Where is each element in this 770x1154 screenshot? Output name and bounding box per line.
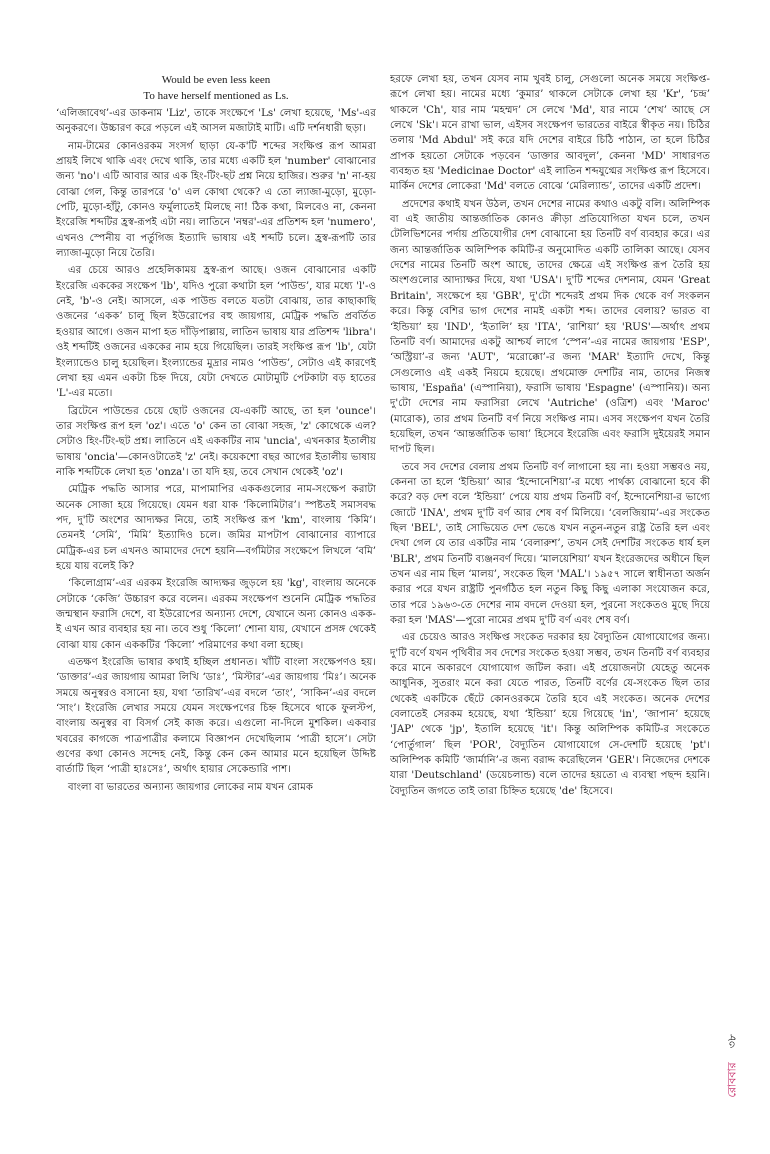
paragraph: নাম-টামের কোনওরকম সংসর্গ ছাড়া যে-ক'টি শব্দের সংক্ষিপ্ত রূপ আমরা প্রায়ই লিখে থাকি এবং দেখে থাকি, তার মধ্যে একটি হল 'number' বোঝানোর জন্য 'no'। এটি আবার আর এক হিং-টিং-ছট প্রশ্ন নিয়ে হাজির। শুরুর 'n' না-হয় বোঝা গেল, কিন্তু তারপরে 'o' এল কোথা থেকে? এ তো ল্যাজা-মুড়ো, মুড়ো-পেটি, মুড়ো-হাঁটু, কোনও ফর্মুলাতেই মিলছে না! ঠিক কথা, মিলবেও না, কেননা ইংরেজি শব্দটির হ্রস্ব-রূপই এটা নয়। লাতিনে 'নম্বর'-এর প্রতিশব্দ হল 'numero', এখনও স্পেনীয় বা পর্তুগিজ ইত্যাদি ভাষায় এই শব্দটি চলে। হ্রস্ব-রূপটি তার ল্যাজা-মুড়ো নিয়ে তৈরি। <box>56 140 376 260</box>
paragraph: এর চেয়েও আরও সংক্ষিপ্ত সংকেত দরকার হয় বৈদ্যুতিন যোগাযোগের জন্য। দু'টি বর্ণে যখন পৃথিবীর সব দেশের সংকেত হওয়া সম্ভব, তখন তিনটি বর্ণ ব্যবহার করে মানে অকারণে যোগাযোগ জটিল করা। এই প্রয়োজনটা যেহেতু অনেক আধুনিক, সুতরাং মনে করা যেতে পারত, তিনটি বর্ণের যে-সংকেত ছিল তার থেকেই একটিকে ছেঁটে কোনওরকমে তৈরি হবে এই সংকেত। অনেক দেশের বেলাতেই সেরকম হয়েছে, যথা ‘ইন্ডিয়া’ হয়ে গিয়েছে 'in', ‘জাপান’ হয়েছে 'JAP' থেকে 'jp', ইতালি হয়েছে 'it'। কিন্তু অলিম্পিক কমিটি-র সংকেতে ‘পোর্তুগাল’ ছিল 'POR', বৈদ্যুতিন যোগাযোগে সে-দেশটি হয়েছে 'pt'। অলিম্পিক কমিটি ‘জার্মানি’-র জন্য বরাদ্দ করেছিলেন 'GER'। নিজেদের দেশকে যারা 'Deutschland' (ডয়েচলান্ড) বলে তাদের হয়তো এ ব্যবস্থা পছন্দ হয়নি। বৈদ্যুতিন জগতে তাই তারা চিহ্নিত হয়েছে 'de' হিসেবে। <box>390 632 710 797</box>
paragraph: এর চেয়ে আরও প্রহেলিকাময় হ্রস্ব-রূপ আছে। ওজন বোঝানোর একটি ইংরেজি এককের সংক্ষেপ 'lb', যদিও পুরো কথাটা হল ‘পাউন্ড’, যার মধ্যে 'l'-ও নেই, 'b'-ও নেই। আসলে, এক পাউন্ড বলতে যতটা বোঝায়, তার কাছাকাছি ওজনের ‘একক’ চালু ছিল ইউরোপের বহু জায়গায়, মেট্রিক পদ্ধতি প্রবর্তিত হওয়ার আগে। ওজন মাপা হত দাঁড়িপাল্লায়, লাতিন ভাষায় যার প্রতিশব্দ 'libra'। ওই শব্দটিই ওজনের এককের নাম হয়ে গিয়েছিল। তারই সংক্ষিপ্ত রূপ 'lb', যেটা ইংল্যান্ডেও চালু হয়েছিল। ইংল্যান্ডের মুদ্রার নামও ‘পাউন্ড’, সেটাও এই কারণেই লেখা হয় এমন একটা চিহ্ন দিয়ে, যেটা দেখতে মোটামুটি পেটকাটা বড় হাতের 'L'-এর মতো। <box>56 265 376 400</box>
article-page <box>56 72 710 1132</box>
page-number: ৩৮ <box>725 1034 738 1049</box>
paragraph: ‘কিলোগ্রাম’-এর এরকম ইংরেজি আদ্যক্ষর জুড়লে হয় 'kg', বাংলায় অনেকে সেটাকে ‘কেজি’ উচ্চারণ করে বলেন। এরকম সংক্ষেপণ শুনেনি মেট্রিক পদ্ধতির জন্মস্থান ফরাসি দেশে, বা ইউরোপের অন্যান্য দেশে, যেখানে অন্য কোনও একক-ই এখন আর ব্যবহার হয় না। তবে শুধু ‘কিলো’ শোনা যায়, যেখানে প্রসঙ্গ থেকেই বোঝা যায় কোন এককটির ‘কিলো’ পরিমাণের কথা বলা হচ্ছে। <box>56 578 376 651</box>
paragraph: প্রদেশের কথাই যখন উঠল, তখন দেশের নামের কথাও একটু বলি। অলিম্পিক বা এই জাতীয় আন্তর্জাতিক কোনও ক্রীড়া প্রতিযোগিতা যখন চলে, তখন টেলিভিশনের পর্দায় প্রতিযোগীর দেশ বোঝানো হয় তিনটি বর্ণ ব্যবহার করে। এর জন্য আন্তর্জাতিক অলিম্পিক কমিটি-র অনুমোদিত একটি তালিকা আছে। যেসব দেশের নামের তিনটি অংশ আছে, তাদের ক্ষেত্রে এই সংক্ষিপ্ত রূপ তৈরি হয় অংশগুলোর আদ্যাক্ষর দিয়ে, যথা 'USA'। দু'টি শব্দের দেশনাম, যেমন 'Great Britain', সংক্ষেপে হয় 'GBR', দু'টো শব্দেরই প্রথম দিক থেকে বর্ণ সংকলন করে। কিন্তু বেশির ভাগ দেশের নামই একটা শব্দ। তাদের বেলায়? ভারত বা ‘ইন্ডিয়া’ হয় 'IND', ‘ইতালি’ হয় 'ITA', ‘রাশিয়া’ হয় 'RUS'—অর্থাৎ প্রথম তিনটি বর্ণ। আমাদের একটু আশ্চর্য লাগে ‘স্পেন’-এর নামের জায়গায় 'ESP', ‘অস্ট্রিয়া’-র জন্য 'AUT', ‘মরোক্কো’-র জন্য 'MAR' ইত্যাদি দেখে, কিন্তু সেগুলোও এই একই নিয়মে হয়েছে। প্রথমোক্ত দেশটির নাম, তাদের নিজস্ব ভাষায়, 'España' (এস্পানিয়া), ফরাসি ভাষায় 'Espagne' (এস্পানিয়)। অন্য দু'টো দেশের নাম ফরাসিরা লেখে 'Autriche' (ওত্রিশ) এবং 'Maroc' (মারোক), তার প্রথম তিনটি বর্ণ নিয়ে সংক্ষিপ্ত নাম। এসব সংক্ষেপণ যখন তৈরি হয়েছিল, তখন ‘আন্তর্জাতিক ভাষা’ হিসেবে ইংরেজি এবং ফরাসি দুইয়েরই সমান দাপট ছিল। <box>390 198 710 456</box>
paragraph: মেট্রিক পদ্ধতি আসার পরে, মাপামাপির এককগুলোর নাম-সংক্ষেপ করাটা অনেক সোজা হয়ে গিয়েছে। যেমন ধরা যাক ‘কিলোমিটার’। স্পষ্টতই সমাসবদ্ধ পদ, দু'টি অংশের আদ্যক্ষর নিয়ে, তাই সংক্ষিপ্ত রূপ 'km', বাংলায় ‘কিমি’। তেমনই ‘সেমি’, ‘মিমি’ ইত্যাদিও চলে। জমির মাপটাপ বোঝানোর ব্যাপারে মেট্রিক-এর চল এখনও আমাদের দেশে হয়নি—বর্গমিটার সংক্ষেপে লিখলে ‘বমি’ হয়ে যায় বলেই কি? <box>56 484 376 572</box>
paragraph: এতক্ষণ ইংরেজি ভাষার কথাই হচ্ছিল প্রধানত। খাঁটি বাংলা সংক্ষেপণও হয়। ‘ডাক্তার’-এর জায়গায় আমরা লিখি ‘ডাঃ’, ‘মিস্টার’-এর জায়গায় ‘মিঃ’। অনেক সময়ে অনুস্বরও বসানো হয়, যথা ‘তারিখ’-এর বদলে ‘তাং’, ‘সাকিন’-এর বদলে ‘সাং’। ইংরেজি লেখার সময়ে যেমন সংক্ষেপণের চিহ্ন হিসেবে থাকে ফুলস্টপ, বাংলায় অনুস্বর বা বিসর্গ সেই কাজ করে। এগুলো না-দিলে মুশকিল। একবার খবরের কাগজে পাত্রপাত্রীর কলামে বিজ্ঞাপন দেখেছিলাম ‘পাত্রী হাসে’। সেটা গুণের কথা কোনও সন্দেহ নেই, কিন্তু কেন কেন আমার মনে হয়েছিল উদ্দিষ্ট বার্তাটি ছিল ‘পাত্রী হাঃসেঃ’, অর্থাৎ হায়ার সেকেন্ডারি পাশ। <box>56 657 376 776</box>
section-name: রোববার <box>725 1062 738 1098</box>
page-footer <box>723 1034 742 1098</box>
left-column <box>56 72 376 1132</box>
paragraph: ‘এলিজাবেথ’-এর ডাকনাম 'Liz', তাকে সংক্ষেপে 'Ls' লেখা হয়েছে, 'Ms'-এর অনুকরণে। উচ্চারণ করে পড়লে এই আসল মজাটাই মাটি। এটি দর্শনধারী ছড়া। <box>56 108 376 135</box>
english-verse <box>56 72 376 104</box>
paragraph: বাংলা বা ভারতের অন্যান্য জায়গার লোকের নাম যখন রোমক <box>68 781 314 793</box>
right-column <box>390 72 710 1132</box>
verse-line-1: Would be even less keen <box>161 74 271 86</box>
paragraph: তবে সব দেশের বেলায় প্রথম তিনটি বর্ণ লাগানো হয় না। হওয়া সম্ভবও নয়, কেননা তা হলে ‘ইন্ডিয়া’ আর ‘ইন্দোনেশিয়া’-র মধ্যে পার্থক্য বোঝানো হবে কী করে? বড় দেশ বলে ‘ইন্ডিয়া’ পেয়ে যায় প্রথম তিনটি বর্ণ, ইন্দোনেশিয়া-র ভাগ্যে জোটে 'INA', প্রথম দু'টি বর্ণ আর শেষ বর্ণ মিলিয়ে। ‘বেলজিয়াম’-এর সংকেত ছিল 'BEL', তাই সোভিয়েত দেশ ভেঙে যখন নতুন-নতুন রাষ্ট্র তৈরি হল এবং দেখা গেল যে তার একটির নাম ‘বেলারুশ’, তখন সেই দেশটির সংকেত ধার্য হল 'BLR', প্রথম তিনটি ব্যঞ্জনবর্ণ দিয়ে। ‘মালয়েশিয়া’ যখন ইংরেজদের অধীনে ছিল তখন এর নাম ছিল ‘মালয়’, সংকেত ছিল 'MAL'। ১৯৫৭ সালে স্বাধীনতা অর্জন করার পরে যখন রাষ্ট্রটি পুনর্গঠিত হল নতুন কিছু কিছু এলাকা সংযোজন করে, তার পরে ১৯৬৩-তে দেশের নাম বদলে দেওয়া হল, পুরনো সংকেতও মুছে দিয়ে করা হল 'MAS'—পুরো নামের প্রথম দু'টি বর্ণ এবং শেষ বর্ণ। <box>390 461 710 627</box>
verse-line-2: To have herself mentioned as Ls. <box>143 90 289 102</box>
paragraph: ব্রিটেনে পাউন্ডের চেয়ে ছোট ওজনের যে-একটি আছে, তা হল 'ounce'। তার সংক্ষিপ্ত রূপ হল 'oz'। এতে 'o' কেন তা বোঝা সহজ, 'z' কোথেকে এল? সেটাও হিং-টিং-ছট প্রশ্ন। লাতিনে এই এককটির নাম 'uncia', এখনকার ইতালীয় ভাষায় 'oncia'—কোনওটাতেই 'z' নেই। কয়েকশো বছর আগের ইতালীয় ভাষায় নাকি শব্দটিকে লেখা হত 'onza'। তা যদি হয়, তবে সেখান থেকেই 'oz'। <box>56 405 376 478</box>
paragraph: হরফে লেখা হয়, তখন যেসব নাম খুবই চালু, সেগুলো অনেক সময়ে সংক্ষিপ্ত-রূপে লেখা হয়। নামের মধ্যে ‘কুমার’ থাকলে সেটাকে লেখা হয় 'Kr', ‘চন্দ্র’ থাকলে 'Ch', যার নাম ‘মহম্মদ’ সে লেখে 'Md', যার নামে ‘শেখ’ আছে সে লেখে 'Sk'। মনে রাখা ভাল, এইসব সংক্ষেপণ ভারতের বাইরে স্বীকৃত নয়। চিঠির তলায় 'Md Abdul' সই করে যদি দেশের বাইরে চিঠি পাঠান, তা হলে চিঠির প্রাপক হয়তো সেটাকে পড়বেন ‘ডাক্তার আবদুল’, কেননা 'MD' সাধারণত ব্যবহৃত হয় 'Medicinae Doctor' এই লাতিন শব্দযুগ্মের সংক্ষিপ্ত রূপ হিসেবে। মার্কিন দেশের লোকেরা 'Md' বলতে বোঝে ‘মেরিল্যান্ড’, তাদের একটি প্রদেশ। <box>390 74 710 193</box>
